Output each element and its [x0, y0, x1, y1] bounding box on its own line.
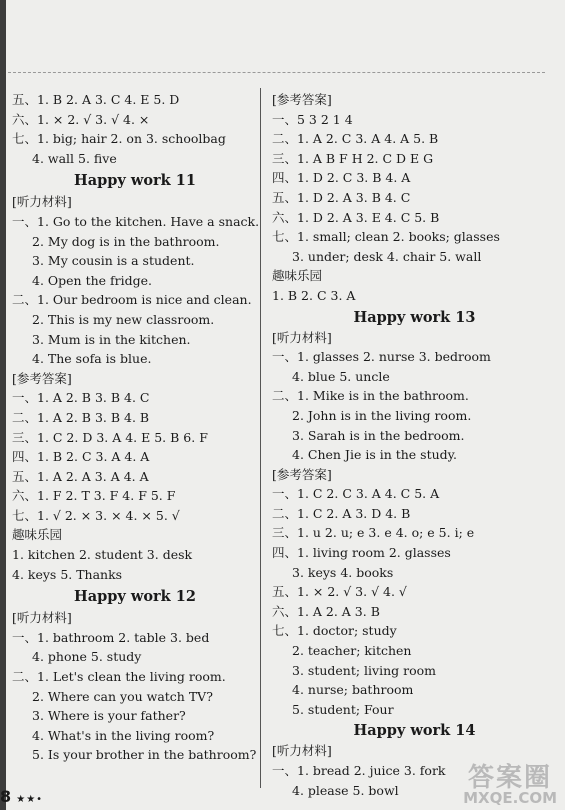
answer-line: 二、1. A 2. C 3. A 4. A 5. B — [272, 131, 439, 147]
answer-line: 七、1. big; hair 2. on 3. schoolbag — [12, 131, 226, 147]
section-label-listening: [听力材料] — [272, 329, 332, 345]
script-line: 2. Where can you watch TV? — [32, 688, 213, 704]
page-number: 8 — [0, 787, 12, 806]
script-line: 4. What's in the living room? — [32, 727, 215, 743]
answer-line: 三、1. A B F H 2. C D E G — [272, 150, 434, 166]
script-line: 一、1. glasses 2. nurse 3. bedroom — [272, 349, 491, 365]
answer-line: 1. B 2. C 3. A — [272, 287, 356, 303]
section-label-answers: [参考答案] — [272, 466, 332, 482]
script-line: 3. Sarah is in the bedroom. — [292, 427, 465, 443]
page-footer — [0, 787, 43, 806]
left-column — [12, 90, 258, 765]
script-line: 2. John is in the living room. — [292, 407, 472, 423]
answer-line: 二、1. A 2. B 3. B 4. B — [12, 409, 150, 425]
answer-line: 五、1. D 2. A 3. B 4. C — [272, 189, 411, 205]
answer-line: 七、1. doctor; study — [272, 623, 397, 639]
script-line: 2. My dog is in the bathroom. — [32, 233, 220, 249]
answer-line: 二、1. C 2. A 3. D 4. B — [272, 505, 411, 521]
answer-line: 一、5 3 2 1 4 — [272, 111, 353, 127]
script-line: 3. Where is your father? — [32, 708, 186, 724]
script-line: 4. The sofa is blue. — [32, 351, 152, 367]
script-line: 3. Mum is in the kitchen. — [32, 331, 191, 347]
answer-line: 四、1. D 2. C 3. B 4. A — [272, 170, 411, 186]
section-label-answers: [参考答案] — [272, 92, 332, 107]
answer-line: 5. student; Four — [292, 701, 394, 717]
watermark-text: 答案圈 — [468, 763, 553, 793]
answer-line: 3. keys 4. books — [292, 564, 394, 580]
difficulty-stars-icon: ★★• — [16, 794, 44, 805]
script-line: 4. phone 5. study — [32, 649, 142, 665]
answer-line: 六、1. × 2. √ 3. √ 4. × — [12, 111, 150, 127]
script-line: 一、1. bathroom 2. table 3. bed — [12, 629, 210, 645]
section-title: Happy work 11 — [74, 172, 196, 190]
script-line: 4. blue 5. uncle — [292, 368, 390, 384]
answer-line: 1. kitchen 2. student 3. desk — [12, 547, 193, 563]
section-title: Happy work 13 — [353, 308, 476, 326]
script-line: 4. Chen Jie is in the study. — [292, 447, 458, 463]
answer-line: 3. under; desk 4. chair 5. wall — [292, 248, 482, 264]
answer-line: 六、1. D 2. A 3. E 4. C 5. B — [272, 209, 440, 225]
answer-line: 4. nurse; bathroom — [292, 682, 414, 698]
answer-line: 六、1. A 2. A 3. B — [272, 603, 380, 619]
fun-label: 趣味乐园 — [12, 527, 63, 543]
answer-line: 3. student; living room — [292, 662, 437, 678]
answer-line: 五、1. × 2. √ 3. √ 4. √ — [272, 584, 407, 600]
answer-line: 五、1. A 2. A 3. A 4. A — [12, 468, 149, 484]
script-line: 二、1. Our bedroom is nice and clean. — [12, 292, 252, 308]
answer-line: 六、1. F 2. T 3. F 4. F 5. F — [12, 488, 176, 504]
script-line: 二、1. Let's clean the living room. — [12, 669, 226, 685]
script-line: 一、1. Go to the kitchen. Have a snack. — [12, 213, 260, 229]
answer-line: 2. teacher; kitchen — [292, 643, 412, 659]
watermark — [463, 765, 557, 806]
script-line: 5. Is your brother in the bathroom? — [32, 747, 257, 763]
binding-edge — [0, 0, 6, 810]
column-divider — [260, 88, 261, 788]
right-column — [272, 90, 557, 800]
answer-line: 三、1. u 2. u; e 3. e 4. o; e 5. i; e — [272, 525, 475, 541]
watermark-url: MXQE.COM — [463, 789, 557, 807]
script-line: 3. My cousin is a student. — [32, 253, 195, 269]
answer-line: 七、1. small; clean 2. books; glasses — [272, 229, 500, 245]
script-line: 4. Open the fridge. — [32, 272, 152, 288]
answer-line: 四、1. living room 2. glasses — [272, 545, 451, 561]
section-label-listening: [听力材料] — [12, 610, 72, 626]
answer-line: 4. wall 5. five — [32, 150, 117, 166]
answer-line: 四、1. B 2. C 3. A 4. A — [12, 449, 150, 465]
script-line: 一、1. bread 2. juice 3. fork — [272, 763, 446, 778]
answer-line: 4. keys 5. Thanks — [12, 566, 123, 582]
script-line: 4. please 5. bowl — [292, 782, 399, 798]
answer-line: 一、1. C 2. C 3. A 4. C 5. A — [272, 486, 440, 502]
section-label-answers: [参考答案] — [12, 370, 72, 386]
script-line: 二、1. Mike is in the bathroom. — [272, 388, 469, 404]
section-label-listening: [听力材料] — [272, 743, 332, 759]
answer-line: 一、1. A 2. B 3. B 4. C — [12, 390, 150, 406]
answer-line: 五、1. B 2. A 3. C 4. E 5. D — [12, 92, 180, 107]
section-title: Happy work 14 — [353, 722, 476, 740]
answer-line: 三、1. C 2. D 3. A 4. E 5. B 6. F — [12, 429, 208, 445]
top-dashed-rule — [8, 72, 545, 73]
fun-label: 趣味乐园 — [272, 268, 323, 284]
section-title: Happy work 12 — [74, 588, 196, 606]
section-label-listening: [听力材料] — [12, 194, 72, 210]
answer-line: 七、1. √ 2. × 3. × 4. × 5. √ — [12, 507, 180, 523]
script-line: 2. This is my new classroom. — [32, 311, 215, 327]
